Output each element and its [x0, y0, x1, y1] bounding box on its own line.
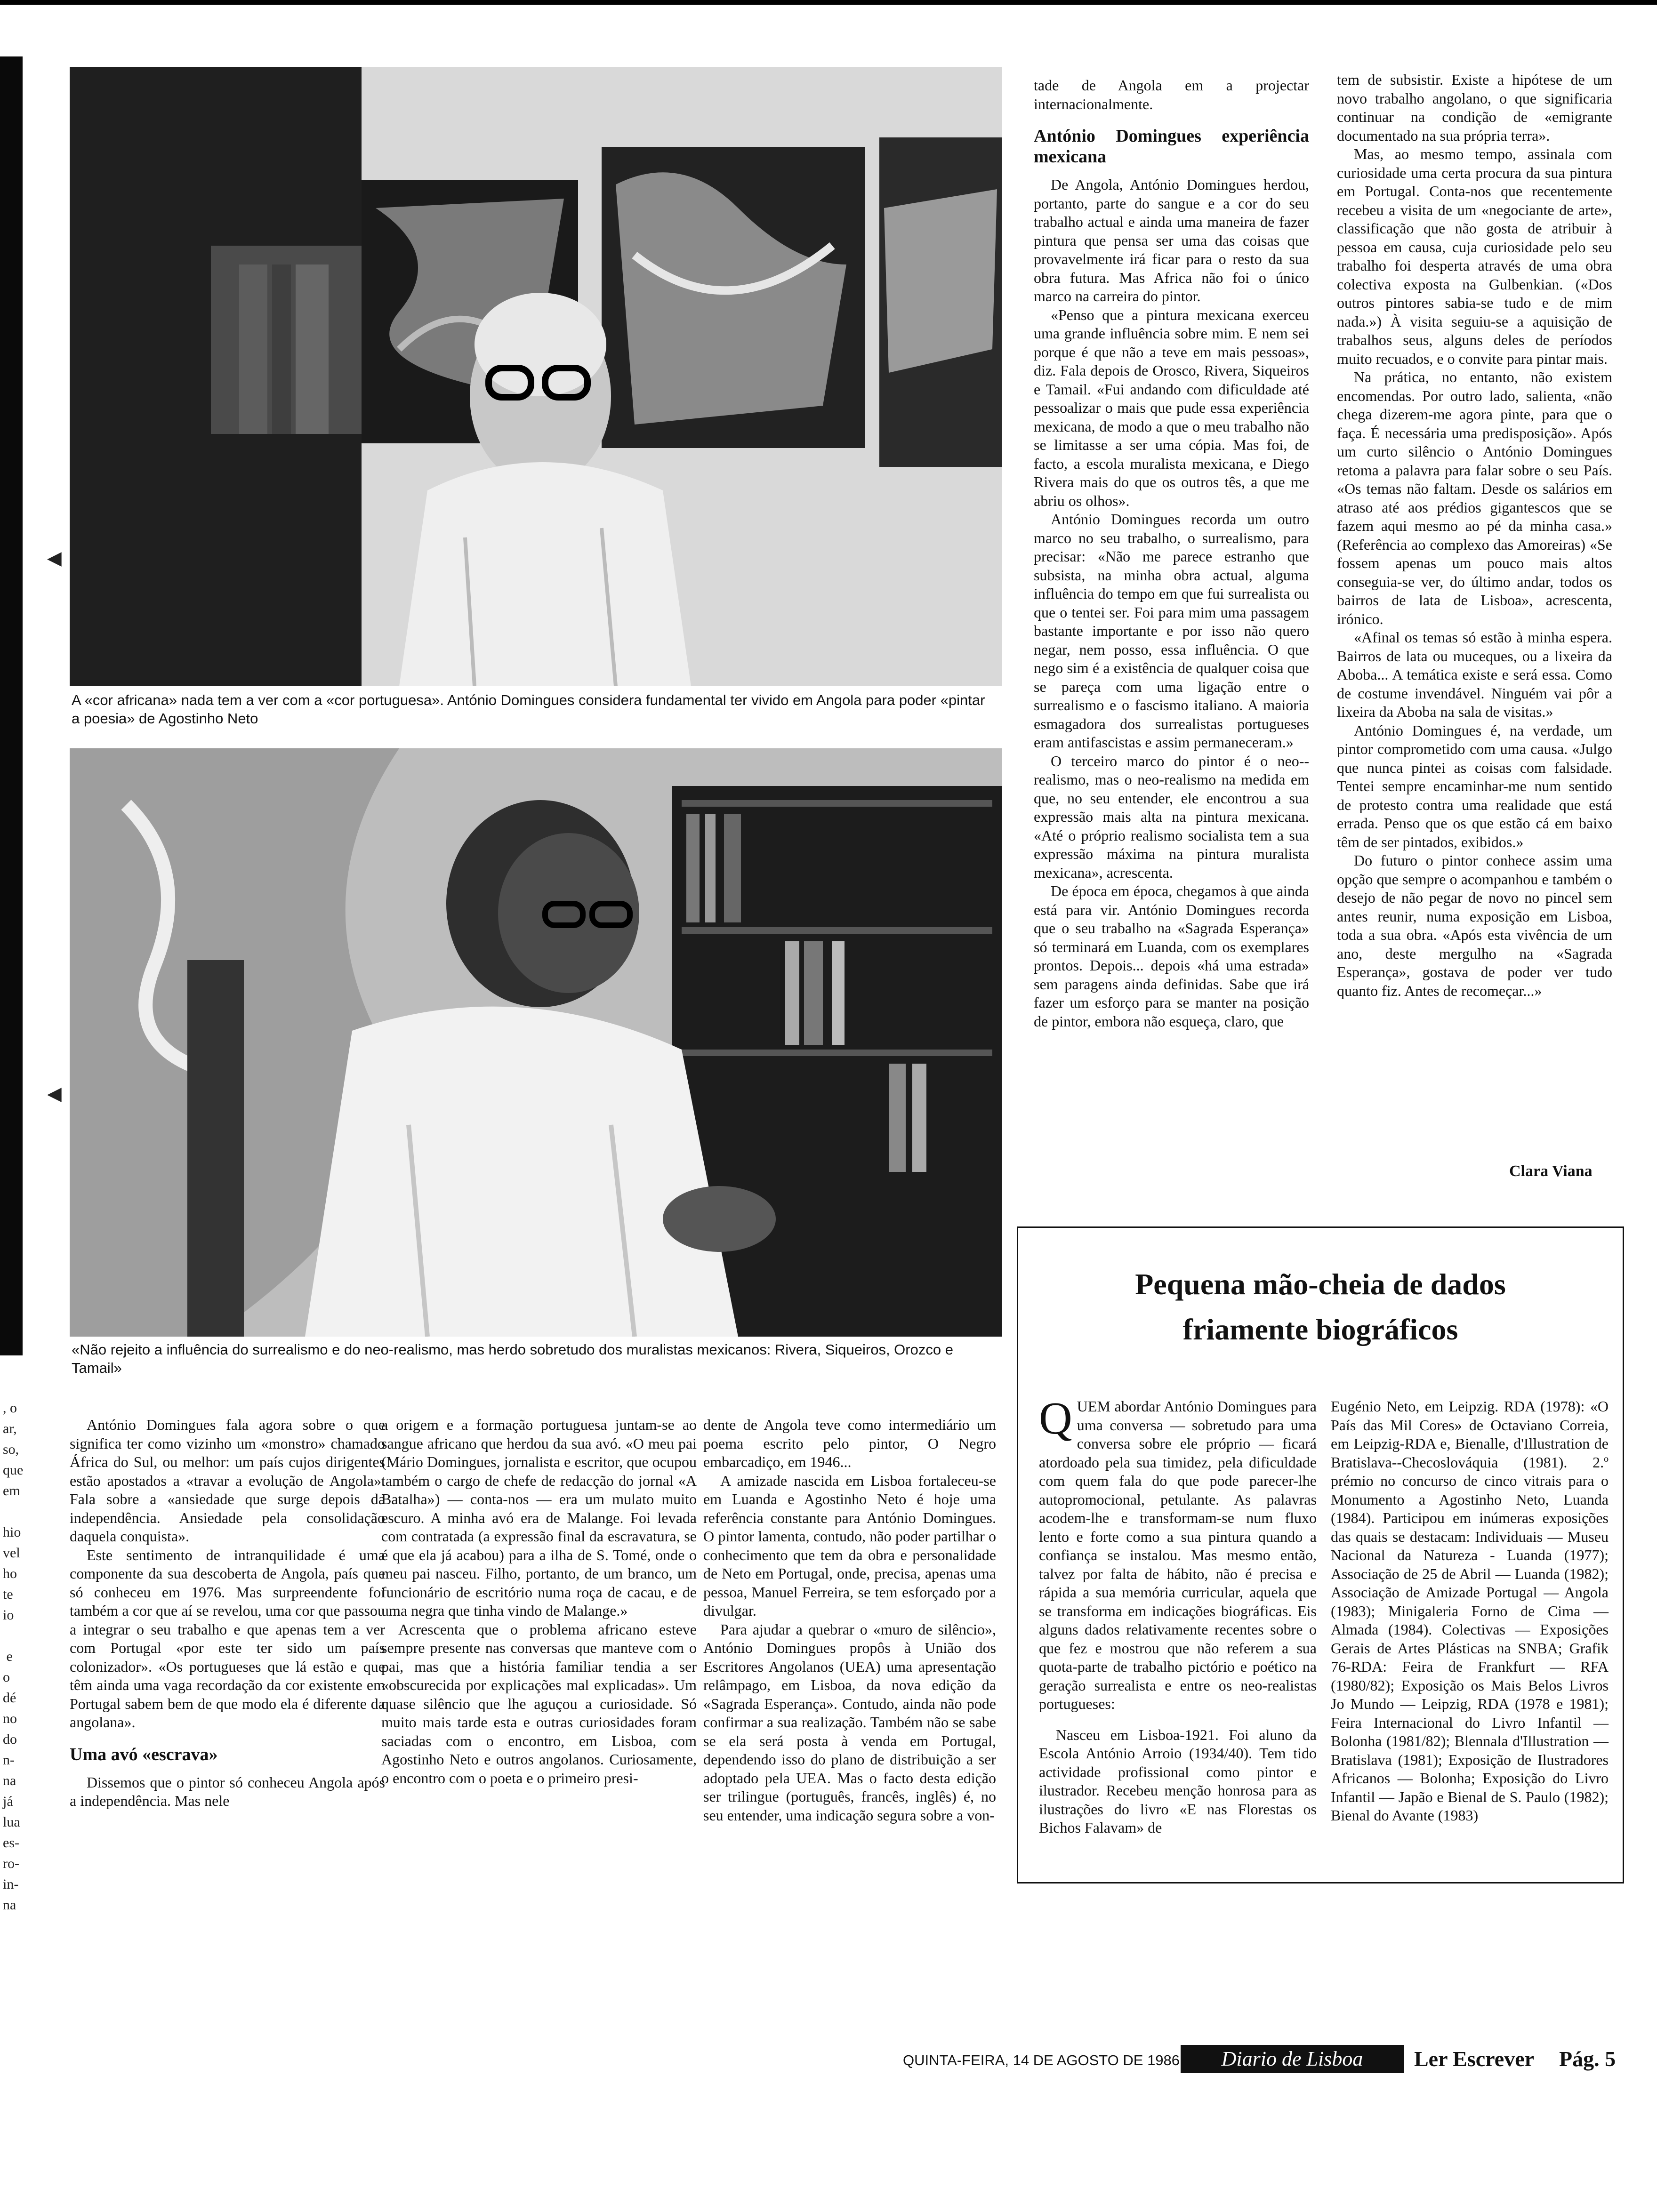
paragraph: De Angola, António Domingues herdou, portanto, parte do sangue e a cor do seu trabalho actual e ainda uma maneira de fazer pintura que pensa ser uma das coisas que provavelmente irá ficar para o resto da sua obra futura. Mas Africa não foi o único marco na carreira do pintor.	[1034, 176, 1309, 305]
article-column-3	[1034, 76, 1309, 1031]
paragraph: Para ajudar a quebrar o «muro de silêncio», António Domingues propôs à União dos Escritores Angolanos (UEA) uma apresentação relâmpago, em Lisboa, da nova edição da «Sagrada Esperança». Contudo, ainda não pode confirmar a sua realização. Também não se sabe se ela será posta à venda em Portugal, dependendo isso do plano de distribuição a ser adoptado pela UEA. Mas o facto desta edição ser trilingue (português, francês, inglês) é, no seu entender, uma indicação segura sobre a von-	[703, 1620, 996, 1824]
paragraph: António Domingues recorda um outro marco no seu trabalho, o surrealismo, para precisar: «Não me parece estranho que subsista, na minha obra actual, alguma influência do tempo em que fui surrealista ou que o tentei ser. Foi para mim uma passagem bastante importante e por isso não quero negar, nem posso, essa influência. O que nego sim é a existência de qualquer coisa que se pareça com uma ligação entre o surrealismo e o fascismo italiano. A maioria esmagadora dos surrealistas portugueses eram antifascistas e assim permaneceram.»	[1034, 511, 1309, 751]
paragraph: tade de Angola em a projectar internacionalmente.	[1034, 77, 1309, 112]
paragraph: dente de Angola teve como intermediário um poema escrito pelo pintor, O Negro embarcadiço, em 1946...	[703, 1416, 996, 1470]
article-bottom-column-3	[703, 1416, 996, 1825]
paragraph	[1039, 1393, 1317, 1714]
biography-box	[1017, 1226, 1624, 1883]
top-rule	[0, 0, 1657, 5]
photo-painter-with-paintings	[70, 67, 1002, 686]
article-column-4	[1337, 71, 1612, 1000]
paragraph: Na prática, no entanto, não existem encomendas. Por outro lado, salienta, «não chega dizerem-me agora pinte, para que o faça. É necessária uma predisposição». Após um curto silêncio o António Domingues retoma a palavra para falar sobre o seu País. «Os temas não faltam. Desde os salários em atraso até aos prédios gigantescos que se fazem aqui mesmo ao pé da minha casa.» (Referência ao complexo das Amoreiras) «Se fossem apenas um pouco mais altos conseguia-se ver, do último andar, todos os bairros de lata de Lisboa», acrescenta, irónico.	[1337, 369, 1612, 627]
margin-arrow-mark: ◀	[47, 547, 62, 569]
paragraph: Eugénio Neto, em Leipzig. RDA (1978): «O País das Mil Cores» de Octaviano Correia, em Leipzig-RDA e, Bienalle, d'Illustration de Bratislava--Checoslováquia (1981). 2.º prémio no concurso de cinco vitrais para o Monumento a Agostinho Neto, Luanda (1984). Participou em inúmeras exposições das quais se destacam: Individuais — Museu Nacional da Natureza - Luanda (1977); Associação de 25 de Abril — Luanda (1982); Associação de Amizade Portugal — Angola (1983); Minigaleria Forno de Cima — Almada (1984). Colectivas — Exposições Gerais de Artes Plásticas na SNBA; Grafik 76-RDA: Feira de Frankfurt — RFA (1980/82); Exposição os Mais Belos Livros Jo Mundo — Leipzig, RDA (1978 e 1981); Feira Internacional do Livro Infantil — Bolonha (1981/82); Blennala d'Illustration — Bratislava (1981); Exposição de Ilustradores Africanos — Bolonha; Exposição do Livro Infantil — Japão e Bienal de S. Paulo (1982); Bienal do Avante (1983)	[1331, 1398, 1609, 1824]
box-column-2	[1331, 1397, 1609, 1825]
paragraph: Nasceu em Lisboa-1921. Foi aluno da Escola António Arroio (1934/40). Tem tido actividade profissional como pintor e ilustrador. Recebeu menção honrosa para as ilustrações do livro «E nas Florestas os Bichos Falavam» de	[1039, 1726, 1317, 1836]
subheading-experiencia-mexicana: António Domingues experiência mexicana	[1034, 126, 1309, 167]
photo-painter-image	[70, 67, 1002, 686]
newspaper-masthead: Diario de Lisboa	[1181, 2045, 1404, 2073]
paragraph: Acrescenta que o problema africano esteve sempre presente nas conversas que manteve com o pai, mas que a história familiar tendia a ser «obscurecida por explicações mal explicadas». Um quase silêncio que lhe aguçou a curiosidade. Só muito mais tarde esta e outras curiosidades foram saciadas com o encontro, em Lisboa, com Agostinho Neto e outros angolanos. Curiosamente, o encontro com o poeta e o primeiro presi-	[381, 1620, 697, 1787]
box-title	[1018, 1262, 1623, 1352]
paragraph: António Domingues fala agora sobre o que significa ter como vizinho um «monstro» chamado África do Sul, ou melhor: um país cujos dirigentes estão apostados a «travar a evolução de Angola». Fala sobre a «ansiedade que surge depois da independência. Ansiedade pela consolidação daquela conquista».	[70, 1416, 385, 1545]
paragraph: O terceiro marco do pintor é o neo--realismo, mas o neo-realismo na medida em que, no seu entender, ele encontrou a sua expressão mais alta na pintura mexicana. «Até o próprio realismo socialista tem a sua expressão máxima na pintura muralista mexicana», acrescenta.	[1034, 752, 1309, 881]
photo-painter-seated-image	[70, 748, 1002, 1337]
paragraph: A amizade nascida em Lisboa fortaleceu-se em Luanda e Agostinho Neto é hoje uma referência constante para António Domingues. O pintor lamenta, contudo, não poder partilhar o conhecimento que tem da obra e personalidade de Neto em Portugal, onde, precisa, apenas uma pessoa, Manuel Ferreira, se tem esforçado por a divulgar.	[703, 1472, 996, 1619]
paragraph: Mas, ao mesmo tempo, assinala com curiosidade uma certa procura da sua pintura em Portugal. Conta-nos que recentemente recebeu a visita de um «negociante de arte», classificação que não gosta de atribuir à pessoa em causa, cuja curiosidade pelo seu trabalho foi desperta através de uma obra colectiva exposta na Gulbenkian. («Dos outros pintores sabia-se tudo e de mim nada.») À visita seguiu-se a aquisição de trabalhos seus, alguns deles de períodos muito recuados, e o convite para pintar mais.	[1337, 145, 1612, 367]
box-title-line-2: friamente biográficos	[1182, 1313, 1458, 1346]
paragraph: Dissemos que o pintor só conheceu Angola após a independência. Mas nele	[70, 1773, 385, 1809]
section-name: Ler Escrever	[1414, 2047, 1535, 2071]
paragraph: «Penso que a pintura mexicana exerceu uma grande influência sobre mim. E nem sei porque é que não a teve em mais pessoas», diz. Fala depois de Orosco, Rivera, Siqueiros e Tamail. «Fui andando com dificuldade até pessoalizar o mais que pude essa experiência mexicana, de modo a que o meu trabalho não se limitasse a ser uma cópia. Mas foi, de facto, a escola muralista mexicana, e Diego Rivera mais do que os outros tês, a que me abriu os olhos».	[1034, 306, 1309, 509]
paragraph: tem de subsistir. Existe a hipótese de um novo trabalho angolano, o que significaria continuar na condição de «emigrante documentado na sua própria terra».	[1337, 71, 1612, 144]
article-bottom-column-1	[70, 1416, 385, 1811]
dropcap: Q	[1039, 1393, 1072, 1444]
paragraph: António Domingues é, na verdade, um pintor comprometido com uma causa. «Julgo que nunca pintei as coisas com falsidade. Tentei sempre encaminhar-me num sentido de protesto contra uma realidade que está errada. Penso que os que estão cá em baixo têm de ser pintados, exibidos.»	[1337, 721, 1612, 850]
paragraph: De época em época, chegamos à que ainda está para vir. António Domingues recorda que o seu trabalho na «Sagrada Esperança» só terminará em Luanda, com os exemplares prontos. Depois... depois «há uma estrada» sem paragens ainda definidas. Sabe que irá fazer um esforço para se manter na posição de pintor, embora não esqueça, claro, que	[1034, 882, 1309, 1030]
adjacent-page-edge	[0, 56, 23, 1355]
adjacent-page-text-fragments: , o ar, so, que em hio vel ho te io e o dé no do n- na já lua es- ro- in- na	[3, 1400, 24, 1913]
paragraph: Este sentimento de intranquilidade é uma componente da sua descoberta de Angola, país que só conheceu em 1976. Mas surpreendente foi também a cor que aí se revelou, uma cor que passou a integrar o seu trabalho e que apenas tem a ver com Portugal «por este ter sido um país colonizador». «Os portugueses que lá estão e que têm ainda uma vaga recordação da cor existente em Portugal sabem bem de que modo ela é diferente da angolana».	[70, 1546, 385, 1731]
subheading-uma-avo-escrava: Uma avó «escrava»	[70, 1744, 218, 1764]
author-signature: Clara Viana	[1509, 1162, 1593, 1180]
photo-painter-seated	[70, 748, 1002, 1337]
box-title-line-1: Pequena mão-cheia de dados	[1135, 1267, 1506, 1301]
photo-caption-top: A «cor africana» nada tem a ver com a «cor portuguesa». António Domingues considera fundamental ter vivido em Angola para poder «pintar a poesia» de Agostinho Neto	[72, 692, 985, 727]
page-number: Pág. 5	[1559, 2047, 1616, 2071]
paragraph-text: UEM abordar António Domingues para uma conversa — sobretudo para uma conversa sobre ele próprio — ficará atordoado pela sua timidez, pela dificuldade com quem fala do que pode parecer-lhe autopromocional, petulante. As palavras acodem-lhe e transformam-se num fluxo lento e forte como a sua pintura quando a confiança se instalou. Mas mesmo então, talvez por falta de hábito, não é precisa e rápida a sua memória curricular, aquela que se transforma em indicações biográficas. Eis alguns dados relativamente recentes sobre o que fez e mostrou que não referem a sua quota-parte de trabalho pictório e poético na geração surrealista e entre os neo-realistas portugueses:	[1039, 1398, 1317, 1712]
issue-date: QUINTA-FEIRA, 14 DE AGOSTO DE 1986	[903, 2052, 1180, 2068]
paragraph: a origem e a formação portuguesa juntam-se ao sangue africano que herdou da sua avó. «O meu pai (Mário Domingues, jornalista e escritor, que ocupou também o cargo de chefe de redacção do jornal «A Batalha») — conta-nos — era um mulato muito escuro. A minha avó era de Malange. Foi levada com contratada (a expressão final da escravatura, se é que ela já acabou) para a ilha de S. Tomé, onde o meu pai nasceu. Filho, portanto, de um branco, um funcionário de escritório numa roça de cacau, e de uma negra que tinha vindo de Malange.»	[381, 1416, 697, 1619]
photo-caption-bottom: «Não rejeito a influência do surrealismo e do neo-realismo, mas herdo sobretudo dos muralistas mexicanos: Rivera, Siqueiros, Orozco e Tamail»	[72, 1341, 953, 1376]
article-bottom-column-2	[381, 1416, 697, 1787]
margin-arrow-mark: ◀	[47, 1083, 62, 1104]
paragraph: Do futuro o pintor conhece assim uma opção que sempre o acompanhou e também o desejo de não pegar de novo no pincel sem antes reunir, numa exposição em Lisboa, toda a sua obra. «Após esta vivência de um ano, deste mergulho na «Sagrada Esperança», gostava de poder ver tudo quanto fiz. Antes de recomeçar...»	[1337, 852, 1612, 999]
box-column-1	[1039, 1393, 1317, 1837]
paragraph: «Afinal os temas só estão à minha espera. Bairros de lata ou muceques, ou a lixeira da Aboba... A temática existe e será essa. Como de costume invendável. Ninguém vai pôr a lixeira da Aboba na sala de visitas.»	[1337, 629, 1612, 720]
